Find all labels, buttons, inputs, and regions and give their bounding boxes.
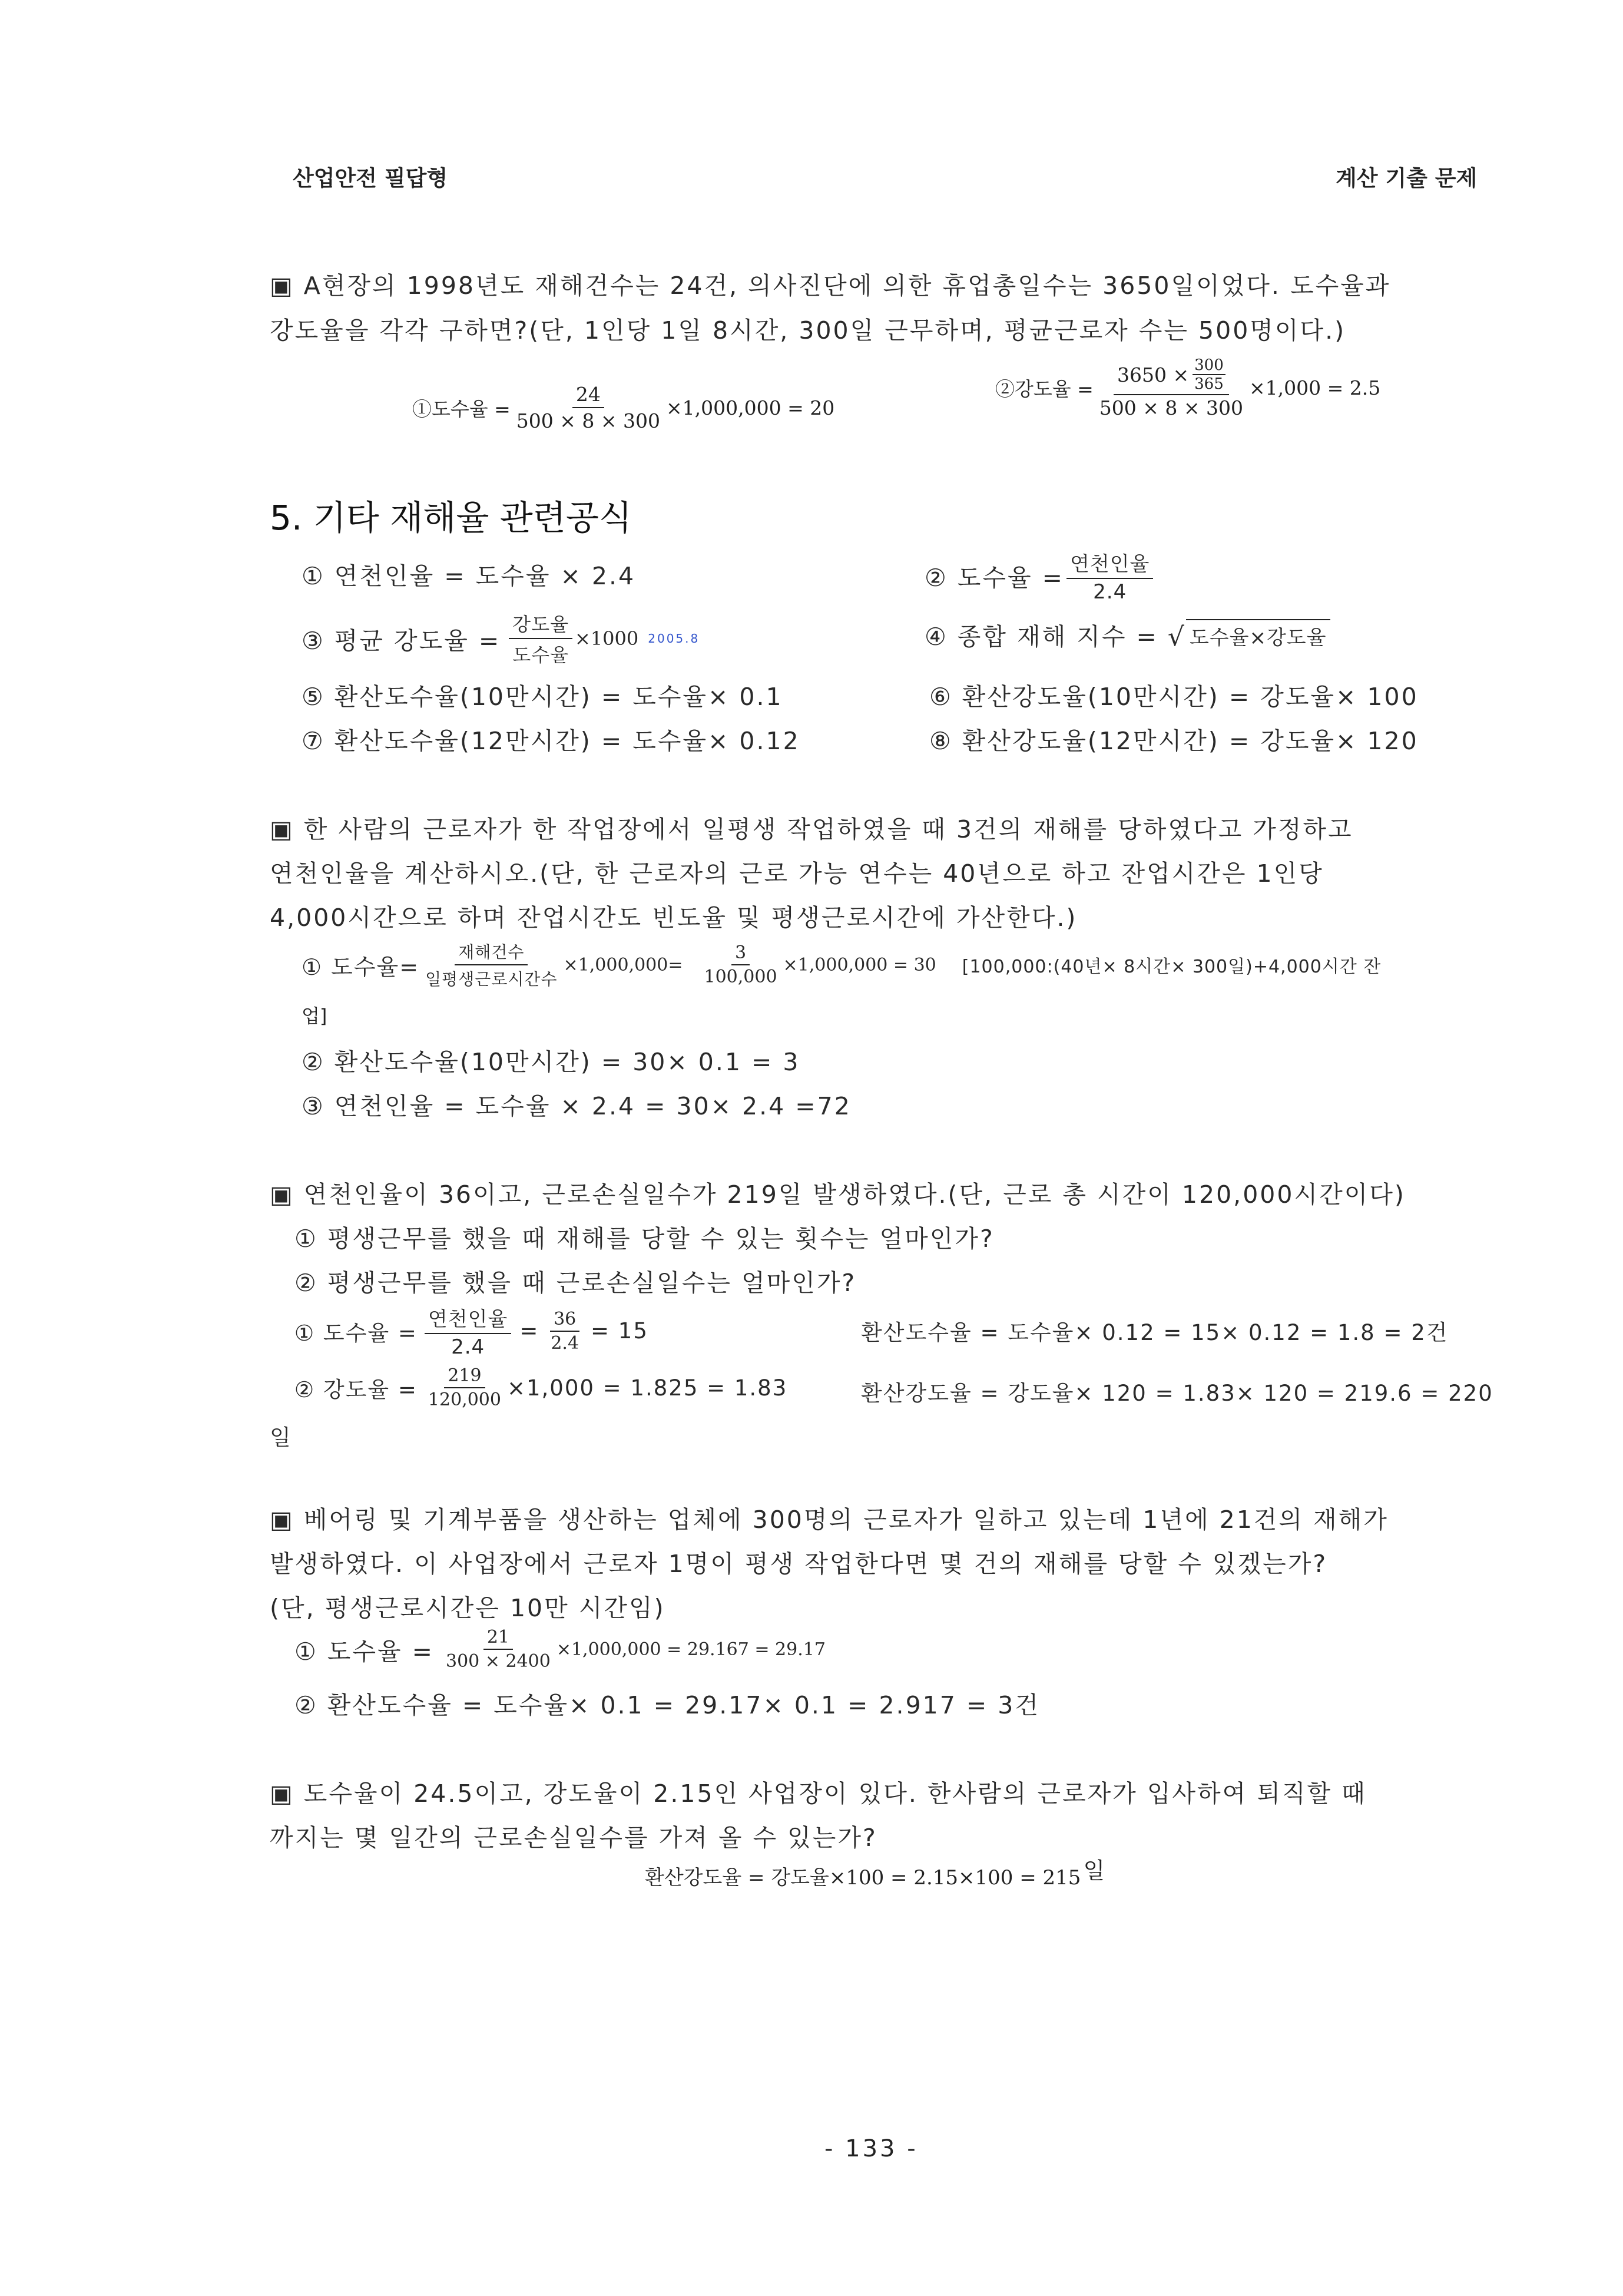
p4-line3: (단, 평생근로시간은 10만 시간임) [270,1594,665,1622]
p3-a2-tail: ×1,000 = 1.825 = 1.83 [506,1375,788,1401]
formula-item-6: ⑥ 환산강도율(10만시간) = 강도율× 100 [929,683,1419,711]
p3-a1-fraction-1 [425,1303,511,1359]
p4-answer-2: ② 환산도수율 = 도수율× 0.1 = 29.17× 0.1 = 2.917 = 3건 [294,1691,1040,1719]
p3-question-2: ② 평생근무를 했을 때 근로손실일수는 얼마인가? [294,1269,857,1297]
p1-line1: ▣ A현장의 1998년도 재해건수는 24건, 의사진단에 의한 휴업총일수는 3650일이었다. 도수율과 [270,272,1391,300]
p4-a1-den: 300 × 2400 [446,1651,551,1672]
p4-a1-num: 21 [483,1627,513,1650]
p1-formula-1 [412,383,834,432]
p1-f1-den: 500 × 8 × 300 [516,409,661,432]
formula-item-4 [925,617,1330,652]
p2-line3: 4,000시간으로 하며 잔업시간도 빈도율 및 평생근로시간에 가산한다.) [270,904,1078,932]
section-title: 5. 기타 재해율 관련공식 [270,498,632,538]
p1-f2-num-b-num: 300 [1193,356,1225,375]
page-number: - 133 - [824,2135,918,2162]
p2-a1-note: [100,000:(40년× 8시간× 300일)+4,000시간 잔 [962,957,1382,977]
p3-a1-den2: 2.4 [551,1332,579,1354]
p2-a1-num: 재해건수 [455,939,528,965]
p3-a1-num: 연천인율 [425,1303,511,1334]
p2-answer-2: ② 환산도수율(10만시간) = 30× 0.1 = 3 [302,1048,800,1076]
formula-item-3-fraction [509,610,572,667]
p2-answer-3: ③ 연천인율 = 도수율 × 2.4 = 30× 2.4 =72 [302,1092,852,1120]
p2-a1-den2: 100,000 [704,967,777,987]
p5-line1: ▣ 도수율이 24.5이고, 강도율이 2.15인 사업장이 있다. 한사람의 근로자가 입사하여 퇴직할 때 [270,1779,1367,1808]
p3-a1-den: 2.4 [451,1335,485,1359]
p3-a1-fraction-2 [547,1309,582,1354]
p5-formula-unit: 일 [1083,1858,1105,1884]
p2-line1: ▣ 한 사람의 근로자가 한 작업장에서 일평생 작업하였을 때 3건의 재해를 당하였다고 가정하고 [270,815,1353,843]
p2-a1-mid: ×1,000,000= [563,954,683,975]
p3-a2-den: 120,000 [428,1389,501,1410]
p3-a1-num2: 36 [550,1309,579,1332]
formula-item-2-den: 2.4 [1093,580,1127,604]
radical-sign-icon: √ [1167,622,1186,652]
p2-answer-1 [302,939,1381,990]
p1-f2-num-frac [1193,356,1225,393]
p3-a2-label: ② 강도율 = [294,1377,418,1402]
p1-f1-tail: ×1,000,000 = 20 [666,396,835,419]
p2-a1-fraction-1 [422,939,561,990]
formula-item-7: ⑦ 환산도수율(12만시간) = 도수율× 0.12 [302,727,800,755]
p1-line2: 강도율을 각각 구하면?(단, 1인당 1일 8시간, 300일 근무하며, 평균근로자 수는 500명이다.) [270,316,1346,345]
p5-line2: 까지는 몇 일간의 근로손실일수를 가져 올 수 있는가? [270,1824,877,1852]
p1-f1-num: 24 [572,383,604,408]
formula-item-4-radicand: 도수율×강도율 [1186,619,1330,650]
p5-formula-text: 환산강도율 = 강도율×100 = 2.15×100 = 215 [645,1866,1081,1890]
p2-a1-tail: ×1,000,000 = 30 [783,954,936,975]
p2-a1-fraction-2 [700,942,780,987]
p5-formula [645,1858,1105,1891]
p4-a1-tail: ×1,000,000 = 29.167 = 29.17 [556,1639,826,1660]
p3-answer-2-unit: 일 [270,1425,293,1450]
p1-f2-tail: ×1,000 = 2.5 [1249,376,1381,399]
p3-a1-tail: = 15 [591,1318,648,1344]
sqrt-icon [1168,619,1330,650]
formula-item-2-num: 연천인율 [1066,548,1153,579]
p2-a1-label: ① 도수율= [302,954,420,980]
p1-f2-num-a: 3650 × [1117,363,1190,386]
p2-a1-num2: 3 [731,942,750,965]
p2-a1-note-cont: 업] [302,1005,327,1027]
p4-a1-fraction [442,1627,554,1672]
p1-f2-fraction [1096,356,1247,419]
p1-f2-num-b-den: 365 [1194,375,1224,393]
formula-item-3-tail: ×1000 [575,627,639,650]
p1-f1-fraction [513,383,664,432]
formula-item-5: ⑤ 환산도수율(10만시간) = 도수율× 0.1 [302,683,783,711]
p3-line1: ▣ 연천인율이 36이고, 근로손실일수가 219일 발생하였다.(단, 근로 총 시간이 120,000시간이다) [270,1180,1406,1209]
p4-answer-1 [294,1627,826,1672]
formula-item-1: ① 연천인율 = 도수율 × 2.4 [302,562,636,590]
p3-a1-label: ① 도수율 = [294,1320,418,1346]
p4-line2: 발생하였다. 이 사업장에서 근로자 1명이 평생 작업한다면 몇 건의 재해를 당할 수 있겠는가? [270,1550,1328,1578]
p1-f1-label: ①도수율 = [412,397,511,421]
p2-line2: 연천인율을 계산하시오.(단, 한 근로자의 근로 가능 연수는 40년으로 하고 잔업시간은 1인당 [270,859,1324,888]
p3-answer-2-right: 환산강도율 = 강도율× 120 = 1.83× 120 = 219.6 = 220 [861,1381,1493,1406]
formula-item-2 [925,548,1155,604]
formula-item-2-label: ② 도수율 = [925,564,1064,592]
p4-line1: ▣ 베어링 및 기계부품을 생산하는 업체에 300명의 근로자가 일하고 있는데 1년에 21건의 재해가 [270,1506,1389,1534]
formula-item-3-note: 2005.8 [648,631,700,646]
p1-f2-label: ②강도율 = [995,378,1094,401]
formula-item-3-num: 강도율 [509,610,572,639]
p3-question-1: ① 평생근무를 했을 때 재해를 당할 수 있는 횟수는 얼마인가? [294,1225,995,1253]
formula-item-2-fraction [1066,548,1153,604]
p1-formula-2 [995,356,1380,419]
p1-f2-den: 500 × 8 × 300 [1099,396,1244,419]
p3-a2-num: 219 [444,1365,485,1388]
formula-item-8: ⑧ 환산강도율(12만시간) = 강도율× 120 [929,727,1419,755]
p3-answer-1 [294,1303,648,1359]
header-right: 계산 기출 문제 [1336,166,1478,191]
p2-a1-den: 일평생근로시간수 [425,970,558,989]
header-left: 산업안전 필답형 [293,166,448,191]
p3-answer-1-right: 환산도수율 = 도수율× 0.12 = 15× 0.12 = 1.8 = 2건 [861,1320,1449,1345]
formula-item-3-label: ③ 평균 강도율 = [302,626,501,655]
p4-a1-label: ① 도수율 = [294,1637,434,1666]
formula-item-3-den: 도수율 [512,644,569,666]
p1-f2-num [1114,356,1229,395]
p3-answer-2 [294,1365,787,1410]
formula-item-4-label: ④ 종합 재해 지수 = [925,623,1158,651]
p3-a1-eq: = [519,1318,539,1344]
formula-item-3 [302,610,700,667]
p3-a2-fraction [425,1365,505,1410]
